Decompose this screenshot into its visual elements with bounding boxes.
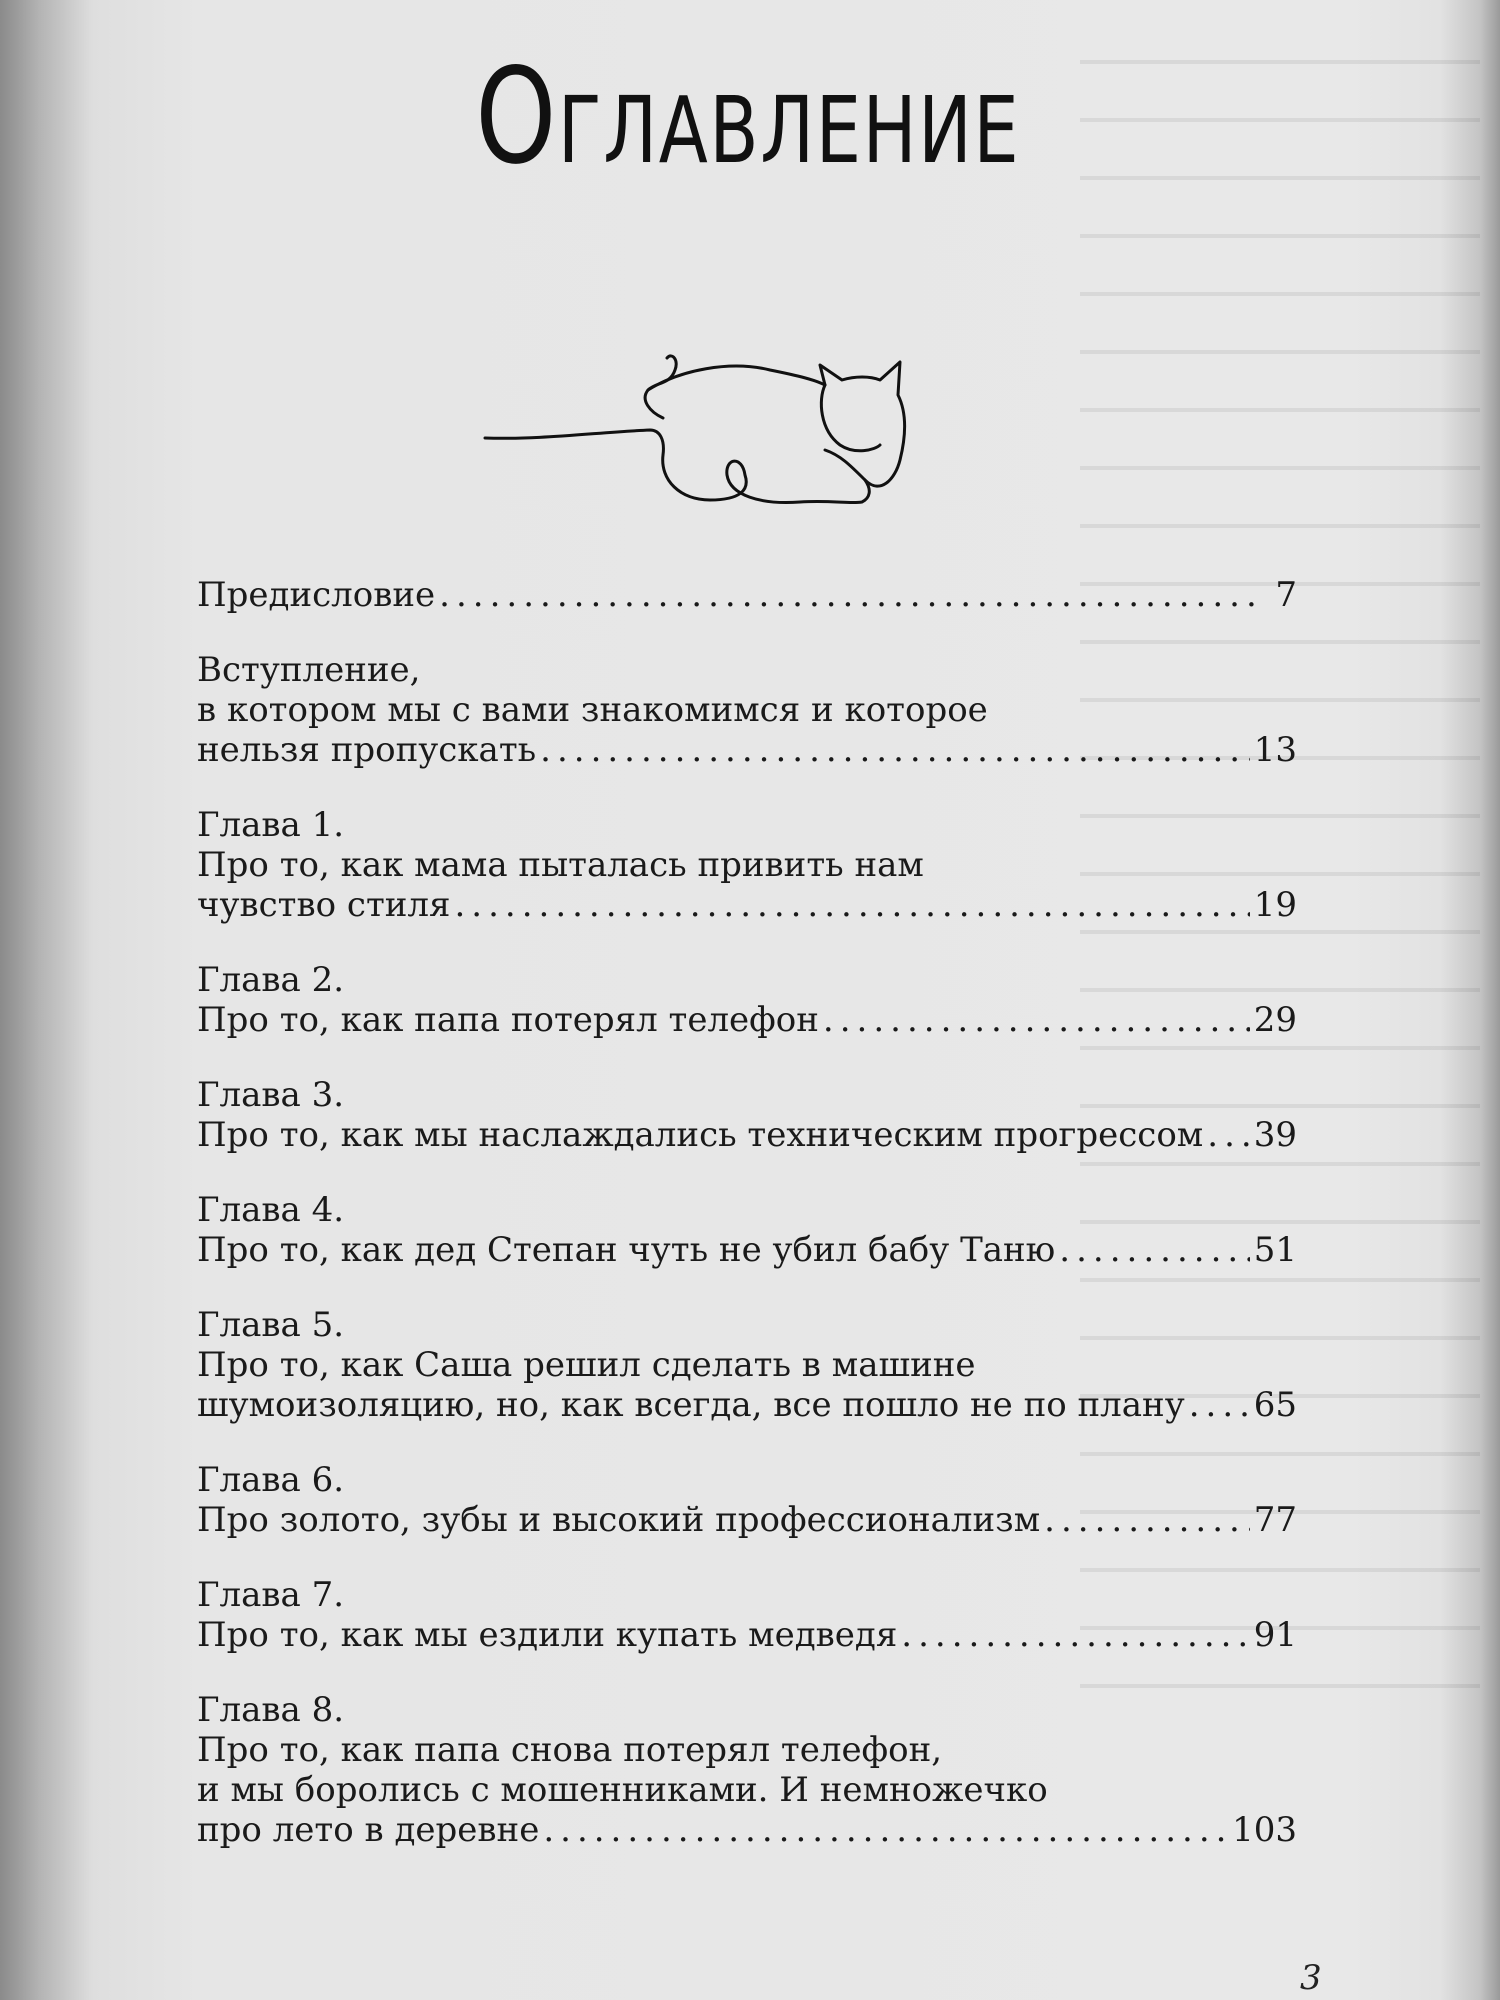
toc-entry-title: шумоизоляцию, но, как всегда, все пошло не по плану	[197, 1385, 1185, 1425]
toc-entry-leader-line	[197, 1230, 1297, 1270]
page-title: Оглавление	[475, 40, 1021, 194]
toc-entry	[197, 805, 1297, 925]
spine-shadow	[0, 0, 95, 2000]
toc-entry-line: Глава 7.	[197, 1575, 345, 1615]
toc-entry-title: Про то, как мы наслаждались техническим прогрессом	[197, 1115, 1204, 1155]
toc-entry	[197, 575, 1297, 615]
toc-entry-leader-line	[197, 1810, 1297, 1850]
toc-entry-page-number: 77	[1253, 1500, 1297, 1540]
toc-entry-page-number: 29	[1253, 1000, 1297, 1040]
toc-entry	[197, 1690, 1297, 1850]
toc-entry-title: Про золото, зубы и высокий профессионализм	[197, 1500, 1041, 1540]
dot-leader	[1189, 1385, 1250, 1425]
toc-entry-page-number: 13	[1253, 730, 1297, 770]
toc-entry-page-number: 19	[1253, 885, 1297, 925]
dot-leader	[540, 730, 1250, 770]
toc-entry-line: и мы боролись с мошенниками. И немножечко	[197, 1770, 1048, 1810]
toc-entry-line: Глава 6.	[197, 1460, 345, 1500]
toc-entry-leader-line	[197, 1115, 1297, 1155]
toc-entry-page-number: 51	[1253, 1230, 1297, 1270]
table-of-contents	[197, 575, 1297, 1885]
toc-entry-title: Про то, как мы ездили купать медведя	[197, 1615, 898, 1655]
toc-entry	[197, 1305, 1297, 1425]
toc-entry-title: Предисловие	[197, 575, 436, 615]
toc-entry-page-number: 39	[1253, 1115, 1297, 1155]
toc-entry	[197, 1075, 1297, 1155]
dot-leader	[454, 885, 1249, 925]
toc-entry-title: Про то, как папа потерял телефон	[197, 1000, 819, 1040]
toc-entry-title: про лето в деревне	[197, 1810, 540, 1850]
toc-entry-leader-line	[197, 885, 1297, 925]
dot-leader	[543, 1810, 1228, 1850]
toc-entry-leader-line	[197, 575, 1297, 615]
toc-entry	[197, 1460, 1297, 1540]
dot-leader	[823, 1000, 1250, 1040]
toc-entry-line: Про то, как мама пыталась привить нам	[197, 845, 924, 885]
toc-entry	[197, 1190, 1297, 1270]
dot-leader	[1059, 1230, 1249, 1270]
toc-entry-line: Глава 8.	[197, 1690, 345, 1730]
toc-entry-leader-line	[197, 730, 1297, 770]
toc-entry-line: Глава 5.	[197, 1305, 345, 1345]
toc-entry-line: Глава 1.	[197, 805, 345, 845]
toc-entry-leader-line	[197, 1615, 1297, 1655]
toc-entry	[197, 1575, 1297, 1655]
toc-entry-title: нельзя пропускать	[197, 730, 537, 770]
toc-entry-leader-line	[197, 1500, 1297, 1540]
toc-entry-line: Вступление,	[197, 650, 421, 690]
toc-entry-line: Глава 4.	[197, 1190, 345, 1230]
dot-leader	[1207, 1115, 1249, 1155]
page-number: 3	[1300, 1958, 1322, 1998]
toc-entry-title: Про то, как дед Степан чуть не убил бабу Таню	[197, 1230, 1056, 1270]
toc-entry-line: Глава 2.	[197, 960, 345, 1000]
toc-entry-page-number: 65	[1253, 1385, 1297, 1425]
dot-leader	[1044, 1500, 1250, 1540]
toc-entry	[197, 960, 1297, 1040]
toc-entry-page-number: 91	[1253, 1615, 1297, 1655]
dot-leader	[439, 575, 1263, 615]
toc-entry-line: Про то, как Саша решил сделать в машине	[197, 1345, 976, 1385]
toc-entry-page-number: 7	[1275, 575, 1297, 615]
toc-entry-page-number: 103	[1232, 1810, 1297, 1850]
toc-entry-line: в котором мы с вами знакомимся и которое	[197, 690, 988, 730]
dot-leader	[901, 1615, 1249, 1655]
toc-entry-line: Глава 3.	[197, 1075, 345, 1115]
toc-entry-line: Про то, как папа снова потерял телефон,	[197, 1730, 943, 1770]
toc-entry-leader-line	[197, 1000, 1297, 1040]
cat-line-drawing-icon	[480, 340, 920, 515]
toc-entry-title: чувство стиля	[197, 885, 451, 925]
toc-entry	[197, 650, 1297, 770]
toc-entry-leader-line	[197, 1385, 1297, 1425]
